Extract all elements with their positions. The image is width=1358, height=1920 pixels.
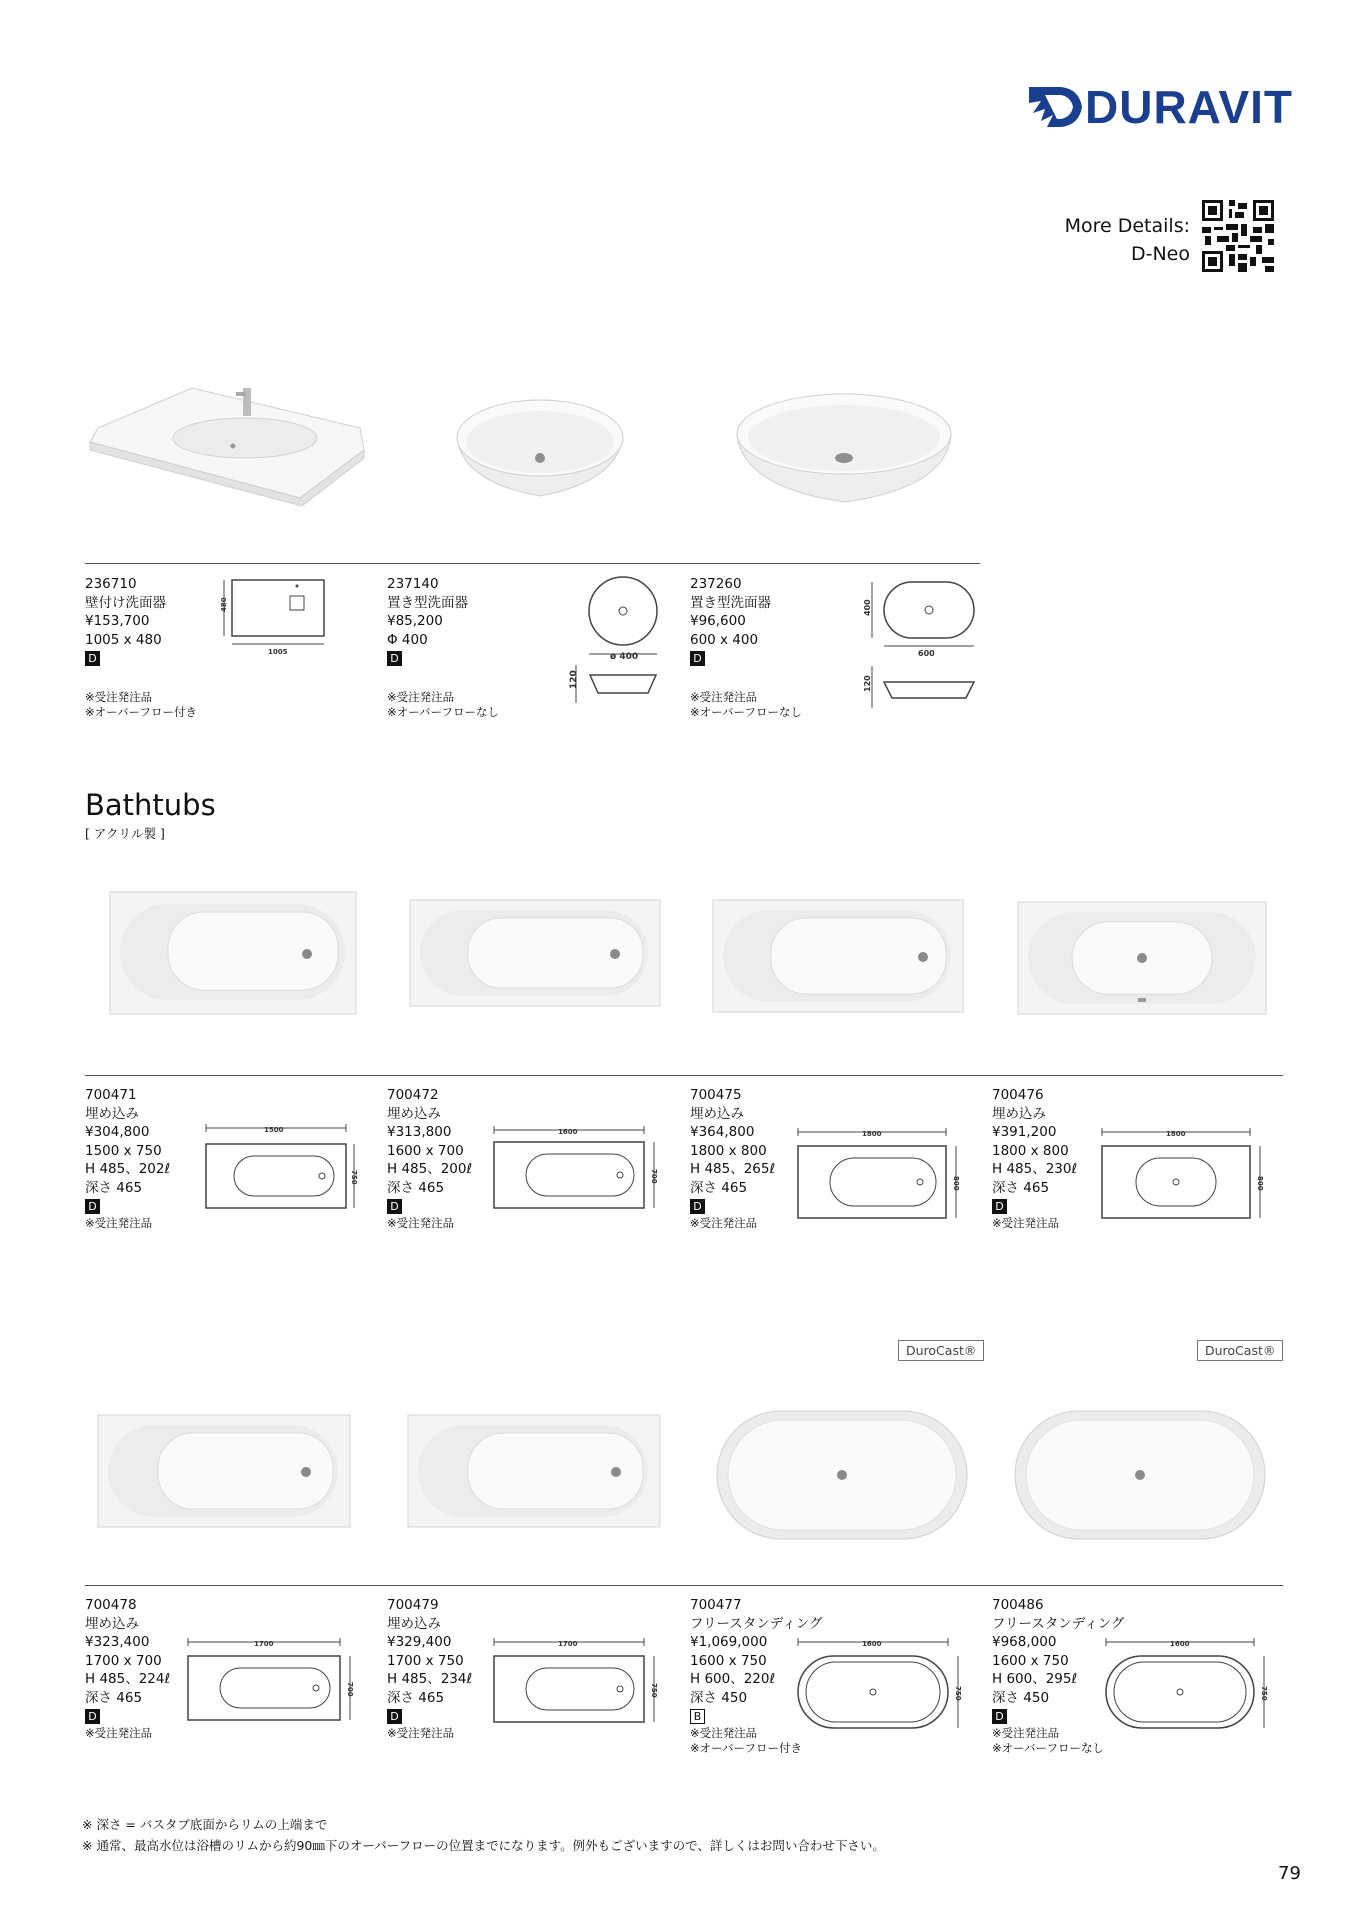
product-price: ¥329,400 — [387, 1634, 452, 1650]
notes-236710 — [85, 690, 197, 720]
note: ※オーバーフローなし — [690, 705, 802, 719]
delivery-badge: D — [690, 1199, 705, 1214]
product-depth: 深さ 450 — [690, 1689, 748, 1706]
durocast-badge: DuroCast® — [1197, 1340, 1283, 1361]
product-size: 1800 x 800 — [992, 1142, 1069, 1159]
product-type: 埋め込み — [992, 1105, 1046, 1122]
drawing-700477 — [796, 1634, 972, 1732]
dim-height: 750 — [954, 1686, 962, 1701]
note: ※オーバーフローなし — [387, 705, 499, 719]
note: ※受注発注品 — [387, 690, 455, 704]
product-price: ¥96,600 — [690, 613, 746, 629]
dim-width: 1600 — [1170, 1640, 1190, 1648]
dim-width: 1600 — [862, 1640, 882, 1648]
spec-237140 — [387, 575, 468, 668]
basin-237260-photo — [735, 392, 955, 504]
more-details-label: More Details: — [1064, 215, 1190, 237]
product-size: 1700 x 750 — [387, 1652, 464, 1669]
dim-width: 600 — [918, 649, 935, 658]
spec-700476 — [992, 1086, 1077, 1231]
product-type: 置き型洗面器 — [387, 594, 468, 611]
delivery-badge: D — [387, 1199, 402, 1214]
product-type: 壁付け洗面器 — [85, 594, 166, 611]
section-title: Bathtubs — [85, 788, 216, 822]
dim-height: 120 — [569, 670, 579, 689]
product-size: 1005 x 480 — [85, 631, 162, 648]
drawing-237260 — [858, 580, 978, 715]
note: ※受注発注品 — [387, 1725, 455, 1740]
dim-height: 480 — [220, 597, 228, 612]
dim-height: 750 — [350, 1170, 358, 1185]
dim-height: 750 — [1260, 1686, 1268, 1701]
durocast-badge: DuroCast® — [898, 1340, 984, 1361]
product-code: 700471 — [85, 1087, 137, 1103]
bathtub-700475-photo — [713, 900, 963, 1012]
product-price: ¥153,700 — [85, 613, 150, 629]
product-depth: 深さ 465 — [992, 1179, 1050, 1196]
spec-700471 — [85, 1086, 170, 1231]
product-type: フリースタンディング — [690, 1615, 823, 1632]
more-details-product: D-Neo — [1130, 243, 1190, 265]
product-code: 700479 — [387, 1597, 439, 1613]
dim-height: 750 — [650, 1683, 658, 1698]
product-price: ¥391,200 — [992, 1124, 1057, 1140]
bathtub-700471-photo — [110, 892, 356, 1014]
delivery-badge: D — [387, 1709, 402, 1724]
product-price: ¥968,000 — [992, 1634, 1057, 1650]
product-height: H 485、234ℓ — [387, 1671, 473, 1687]
page-number: 79 — [1278, 1863, 1301, 1884]
note: ※受注発注品 — [992, 1725, 1060, 1740]
product-price: ¥85,200 — [387, 613, 443, 629]
note: ※オーバーフロー付き — [690, 1740, 802, 1755]
spec-700478 — [85, 1596, 170, 1741]
dim-width: 1700 — [558, 1640, 578, 1648]
dim-height: 400 — [863, 599, 872, 616]
delivery-badge: D — [690, 651, 705, 666]
product-code: 700486 — [992, 1597, 1044, 1613]
drawing-700476 — [1100, 1124, 1272, 1222]
drawing-700478 — [186, 1634, 362, 1726]
product-price: ¥323,400 — [85, 1634, 150, 1650]
note: ※受注発注品 — [690, 690, 758, 704]
product-code: 700475 — [690, 1087, 742, 1103]
product-depth: 深さ 450 — [992, 1689, 1050, 1706]
drawing-700479 — [492, 1634, 668, 1726]
note: ※受注発注品 — [690, 1215, 758, 1230]
note: ※受注発注品 — [85, 1725, 153, 1740]
spec-236710 — [85, 575, 166, 668]
brand-name: DURAVIT — [1085, 81, 1294, 133]
duravit-logo — [1027, 81, 1294, 133]
product-height: H 600、295ℓ — [992, 1671, 1078, 1687]
dim-height: 700 — [650, 1169, 658, 1184]
note: ※オーバーフローなし — [992, 1740, 1104, 1755]
spec-700475 — [690, 1086, 775, 1231]
notes-237260 — [690, 690, 802, 720]
product-type: 置き型洗面器 — [690, 594, 771, 611]
delivery-badge: D — [85, 1709, 100, 1724]
delivery-badge: D — [992, 1199, 1007, 1214]
product-height: H 485、230ℓ — [992, 1161, 1078, 1177]
dim-width: 1600 — [558, 1128, 578, 1136]
product-size: 1500 x 750 — [85, 1142, 162, 1159]
product-height: H 485、202ℓ — [85, 1161, 171, 1177]
drawing-700475 — [796, 1124, 966, 1222]
product-price: ¥1,069,000 — [690, 1634, 768, 1650]
dim-height: 800 — [1256, 1176, 1264, 1191]
product-code: 700476 — [992, 1087, 1044, 1103]
product-height: H 485、200ℓ — [387, 1161, 473, 1177]
product-type: 埋め込み — [85, 1105, 139, 1122]
product-depth: 深さ 465 — [387, 1179, 445, 1196]
product-size: Φ 400 — [387, 631, 428, 648]
note: ※受注発注品 — [387, 1215, 455, 1230]
product-depth: 深さ 465 — [85, 1689, 143, 1706]
product-price: ¥304,800 — [85, 1124, 150, 1140]
footer-note-depth: ※ 深さ = バスタブ底面からリムの上端まで — [82, 1817, 328, 1832]
note: ※受注発注品 — [85, 690, 153, 704]
dim-width: 1005 — [268, 648, 288, 656]
bathtub-700478-photo — [98, 1415, 350, 1527]
delivery-badge: D — [387, 651, 402, 666]
drawing-700471 — [204, 1120, 364, 1212]
bathtub-700479-photo — [408, 1415, 660, 1527]
note: ※受注発注品 — [992, 1215, 1060, 1230]
bathtub-700476-photo — [1018, 902, 1266, 1014]
qr-code-icon[interactable] — [1202, 200, 1274, 272]
product-depth: 深さ 465 — [690, 1179, 748, 1196]
dim-depth: 120 — [863, 675, 872, 692]
divider-row1 — [85, 1075, 1283, 1076]
dim-height: 800 — [952, 1176, 960, 1191]
dim-width: 1800 — [862, 1130, 882, 1138]
spec-237260 — [690, 575, 771, 668]
drawing-237140 — [568, 575, 678, 710]
bathtub-700472-photo — [410, 900, 660, 1006]
product-size: 600 x 400 — [690, 631, 759, 648]
dim-height: 700 — [346, 1682, 354, 1697]
dim-width: 1500 — [264, 1126, 284, 1134]
divider-basins — [85, 563, 980, 564]
bathtub-700486-photo — [1014, 1410, 1266, 1540]
delivery-badge: B — [690, 1709, 705, 1724]
product-type: 埋め込み — [387, 1105, 441, 1122]
basin-236710-photo — [90, 370, 370, 500]
footer-note-water-level: ※ 通常、最高水位は浴槽のリムから約90㎜下のオーバーフローの位置までになります。例外もございますので、詳しくはお問い合わせ下さい。 — [82, 1838, 885, 1853]
drawing-700472 — [492, 1122, 664, 1214]
more-details — [1065, 212, 1190, 268]
bathtub-700477-photo — [716, 1410, 968, 1540]
product-height: H 485、265ℓ — [690, 1161, 776, 1177]
note: ※オーバーフロー付き — [85, 705, 197, 719]
delivery-badge: D — [85, 1199, 100, 1214]
dim-width: 1700 — [254, 1640, 274, 1648]
spec-700472 — [387, 1086, 472, 1231]
product-code: 700477 — [690, 1597, 742, 1613]
product-code: 700472 — [387, 1087, 439, 1103]
product-type: 埋め込み — [85, 1615, 139, 1632]
product-price: ¥364,800 — [690, 1124, 755, 1140]
dim-width: 1800 — [1166, 1130, 1186, 1138]
product-type: 埋め込み — [387, 1615, 441, 1632]
product-code: 237140 — [387, 576, 439, 592]
product-size: 1600 x 700 — [387, 1142, 464, 1159]
section-subtitle: [ アクリル製 ] — [85, 826, 165, 841]
product-depth: 深さ 465 — [85, 1179, 143, 1196]
drawing-236710 — [218, 578, 328, 658]
dim-diameter: ø 400 — [610, 652, 639, 662]
product-height: H 600、220ℓ — [690, 1671, 776, 1687]
product-code: 236710 — [85, 576, 137, 592]
product-type: フリースタンディング — [992, 1615, 1125, 1632]
product-size: 1800 x 800 — [690, 1142, 767, 1159]
note: ※受注発注品 — [85, 1215, 153, 1230]
spec-700479 — [387, 1596, 472, 1741]
note: ※受注発注品 — [690, 1725, 758, 1740]
product-size: 1600 x 750 — [992, 1652, 1069, 1669]
product-price: ¥313,800 — [387, 1124, 452, 1140]
product-code: 700478 — [85, 1597, 137, 1613]
divider-row2 — [85, 1585, 1283, 1586]
delivery-badge: D — [85, 651, 100, 666]
product-height: H 485、224ℓ — [85, 1671, 171, 1687]
product-code: 237260 — [690, 576, 742, 592]
product-depth: 深さ 465 — [387, 1689, 445, 1706]
duravit-bird-icon — [1027, 81, 1085, 133]
basin-237140-photo — [455, 398, 625, 498]
drawing-700486 — [1104, 1634, 1280, 1732]
product-type: 埋め込み — [690, 1105, 744, 1122]
product-size: 1600 x 750 — [690, 1652, 767, 1669]
product-size: 1700 x 700 — [85, 1652, 162, 1669]
delivery-badge: D — [992, 1709, 1007, 1724]
notes-237140 — [387, 690, 499, 720]
